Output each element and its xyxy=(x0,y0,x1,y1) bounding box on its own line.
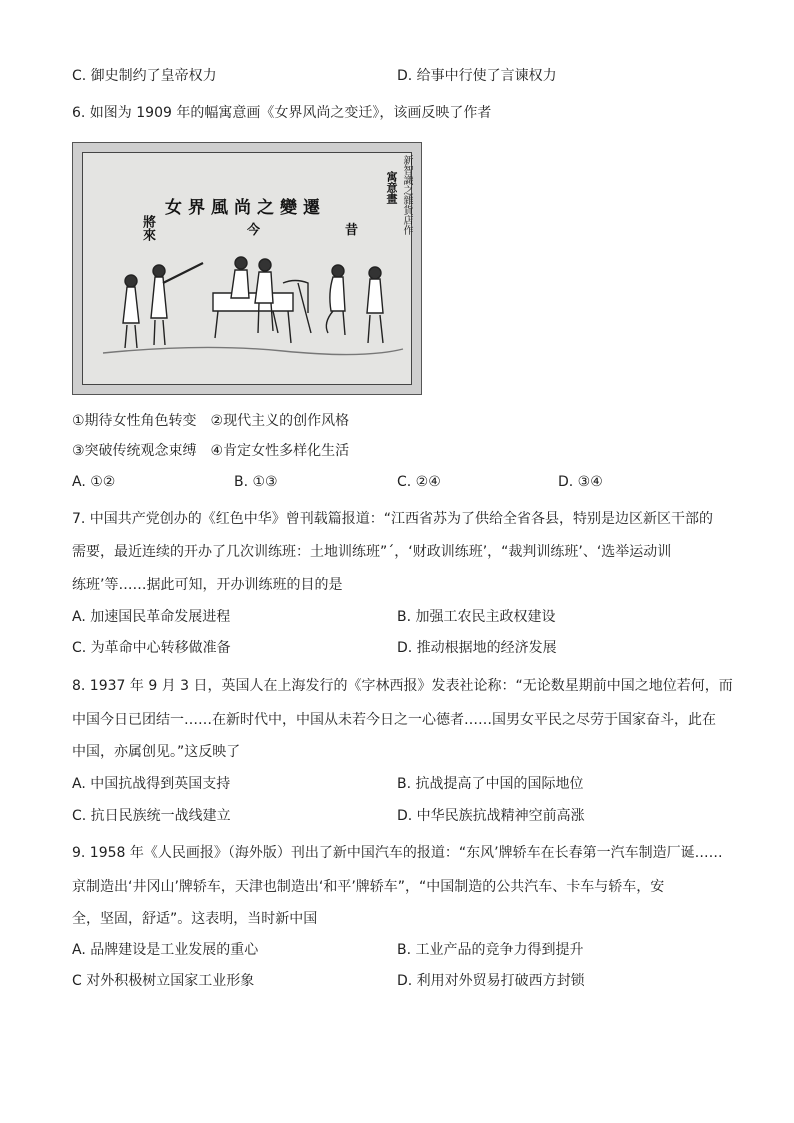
q9-option-d: D. 利用对外贸易打破西方封锁 xyxy=(397,973,585,989)
q8-option-d: D. 中华民族抗战精神空前高涨 xyxy=(397,808,585,824)
q7-option-d: D. 推动根据地的经济发展 xyxy=(397,640,557,656)
q5-option-c: C. 御史制约了皇帝权力 xyxy=(72,68,217,84)
q5-option-d: D. 给事中行使了言谏权力 xyxy=(397,68,557,84)
q7-stem-line-1: 7. 中国共产党创办的《红色中华》曾刊载篇报道：“江西省苏为了供给全省各县，特别是边区新区干部的 xyxy=(72,511,714,527)
q9-option-c: C 对外积极树立国家工业形象 xyxy=(72,973,255,989)
q7-stem-line-2: 需要，最近连续的开办了几次训练班：土地训练班”ˊ，‘财政训练班’，“裁判训练班’、‘选举运动训 xyxy=(72,544,672,560)
q8-option-b: B. 抗战提高了中国的国际地位 xyxy=(397,776,584,792)
figure-drawing xyxy=(83,153,413,386)
figure-label-present: 今 xyxy=(247,223,261,238)
q8-stem-line-3: 中国，亦属创见。”这反映了 xyxy=(72,744,241,760)
q9-stem-line-3: 全，坚固，舒适”。这表明，当时新中国 xyxy=(72,911,318,927)
figure-side-caption: 寓意畫 xyxy=(385,171,398,204)
q7-option-b: B. 加强工农民主政权建设 xyxy=(397,609,556,625)
q9-option-b: B. 工业产品的竞争力得到提升 xyxy=(397,942,584,958)
q6-option-c: C. ②④ xyxy=(397,474,441,490)
figure-label-future: 將來 xyxy=(140,215,155,241)
q8-option-a: A. 中国抗战得到英国支持 xyxy=(72,776,231,792)
q8-stem-line-1: 8. 1937 年 9 月 3 日，英国人在上海发行的《字林西报》发表社论称：“无论数星期前中国之地位若何，而 xyxy=(72,678,733,694)
q6-stem: 6. 如图为 1909 年的幅寓意画《女界风尚之变迁》，该画反映了作者 xyxy=(72,105,492,121)
figure-label-past: 昔 xyxy=(345,223,359,238)
q8-stem-line-2: 中国今日已团结一……在新时代中，中国从未若今日之一心德者……国男女平民之尽劳于国家奋斗，此在 xyxy=(72,712,716,728)
q9-stem-line-2: 京制造出‘井冈山’牌轿车，天津也制造出‘和平’牌轿车”，“中国制造的公共汽车、卡车与轿车，安 xyxy=(72,879,665,895)
q7-option-a: A. 加速国民革命发展进程 xyxy=(72,609,231,625)
q6-items-line-2: ③突破传统观念束缚 ④肯定女性多样化生活 xyxy=(72,443,350,459)
q6-option-a: A. ①② xyxy=(72,474,116,490)
figure-side-caption-2: 新智識之雜貨店作 xyxy=(401,155,412,235)
q6-items-line-1: ①期待女性角色转变 ②现代主义的创作风格 xyxy=(72,413,350,429)
q7-stem-line-3: 练班’等……据此可知，开办训练班的目的是 xyxy=(72,577,343,593)
figure-title: 女界風尚之變遷 xyxy=(165,198,326,218)
q7-option-c: C. 为革命中心转移做准备 xyxy=(72,640,231,656)
q6-option-d: D. ③④ xyxy=(558,474,603,490)
q6-option-b: B. ①③ xyxy=(234,474,278,490)
q9-stem-line-1: 9. 1958 年《人民画报》（海外版）刊出了新中国汽车的报道：“东风’牌轿车在长春第一汽车制造厂诞…… xyxy=(72,845,723,861)
q8-option-c: C. 抗日民族统一战线建立 xyxy=(72,808,231,824)
q6-illustration xyxy=(72,142,422,395)
q9-option-a: A. 品牌建设是工业发展的重心 xyxy=(72,942,259,958)
